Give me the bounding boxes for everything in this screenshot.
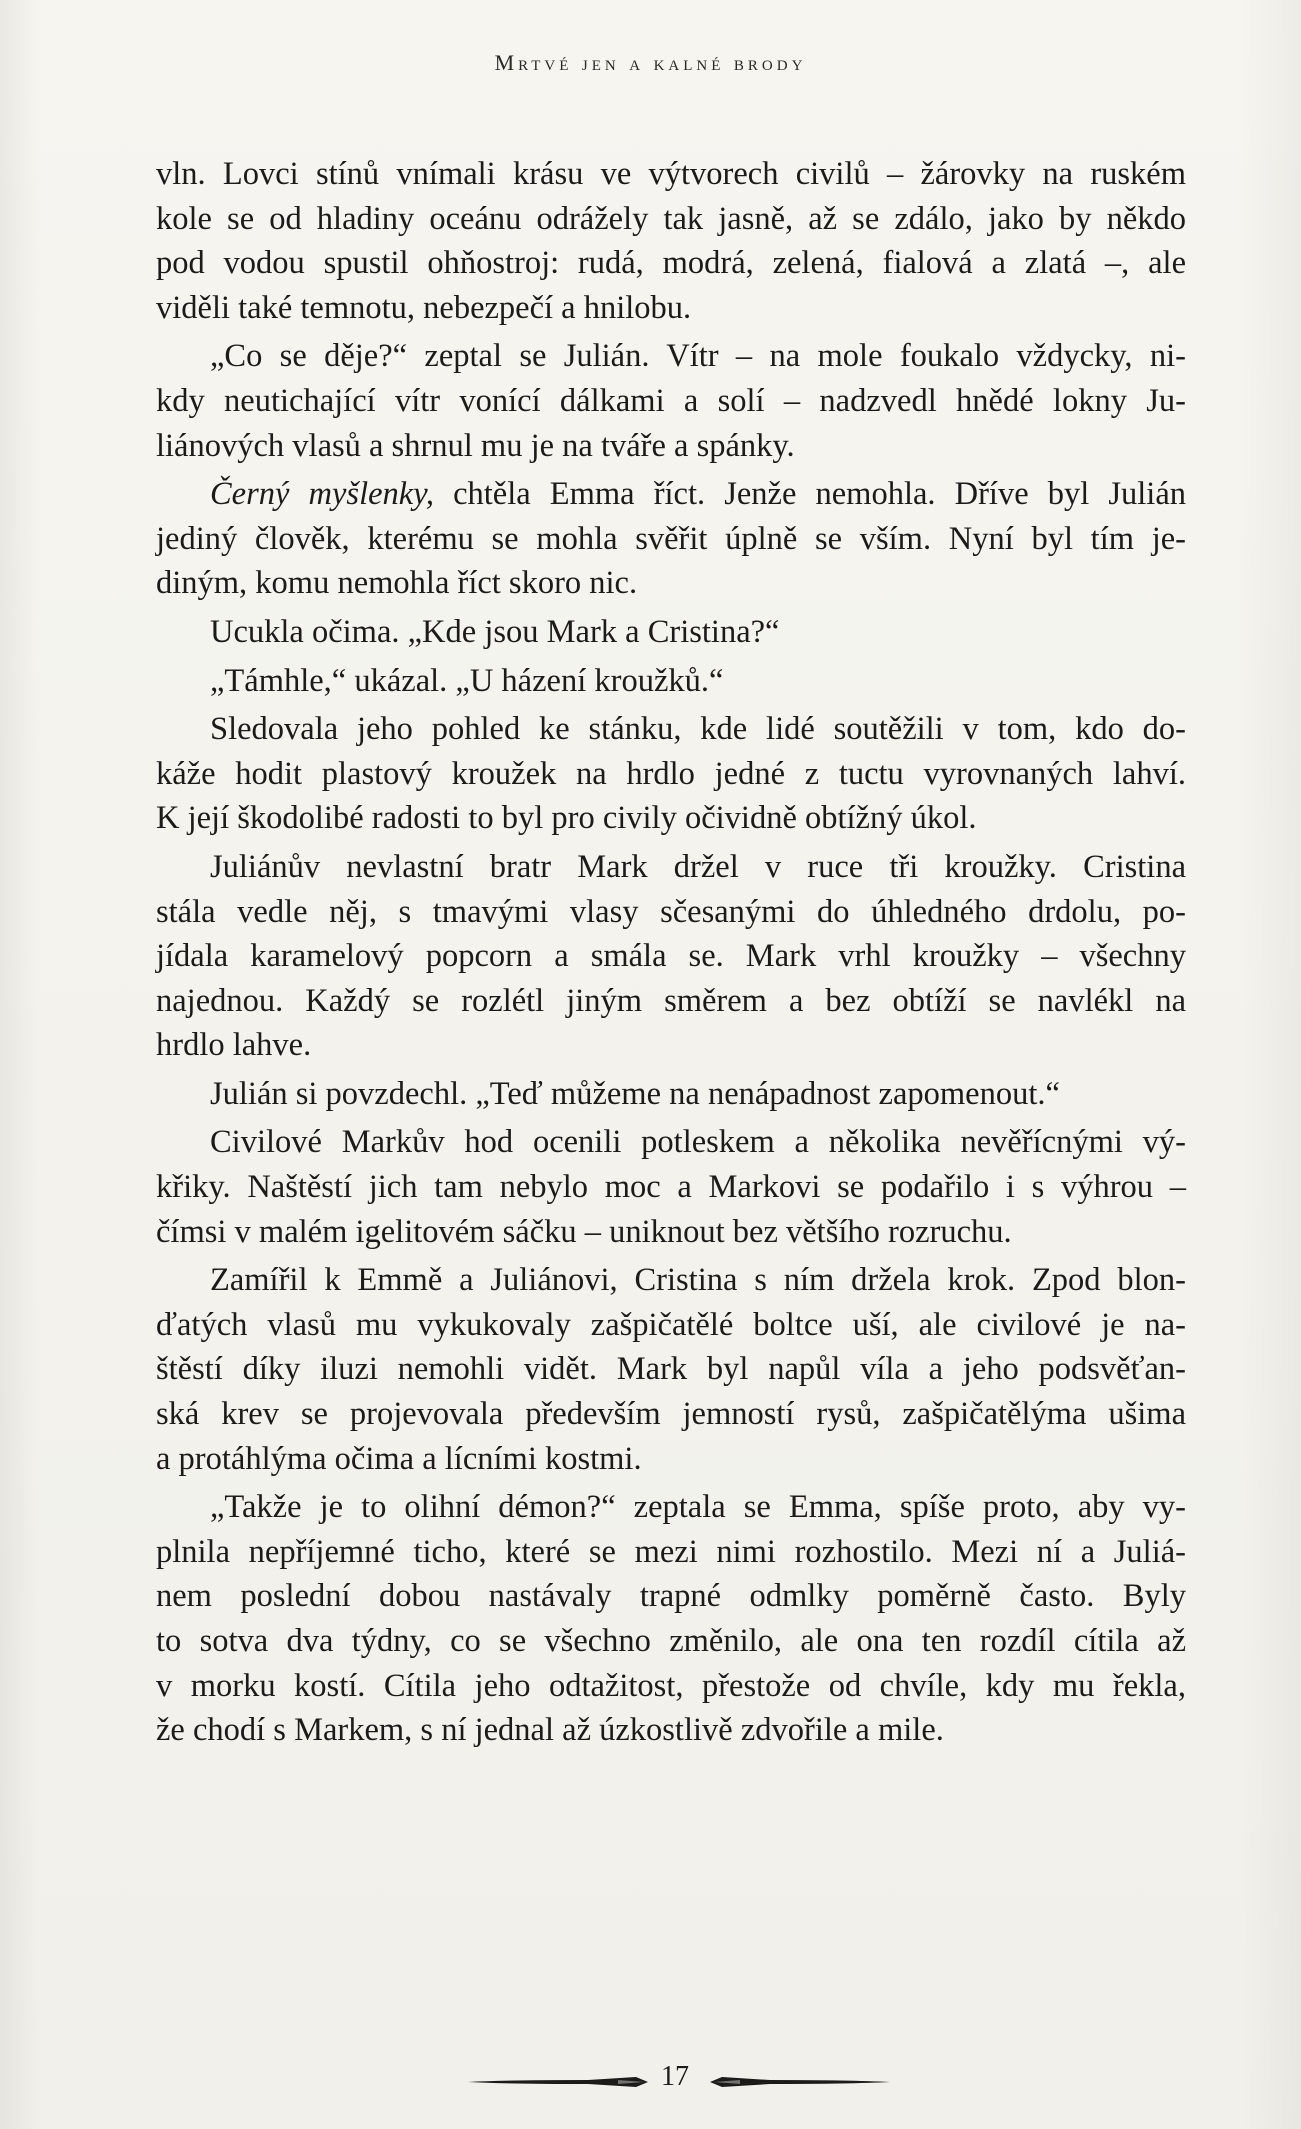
text-line: „Támhle,“ ukázal. „U házení kroužků.“ xyxy=(210,662,724,699)
text-line: stála vedle něj, s tmavými vlasy sčesanými do úhledného drdolu, po- xyxy=(156,893,1186,930)
page-footer xyxy=(0,2061,1301,2101)
paragraph xyxy=(156,1072,1186,1117)
italic-phrase: Černý myšlenky, xyxy=(210,476,434,513)
text-line: hrdlo lahve. xyxy=(156,1027,312,1064)
paragraph xyxy=(156,334,1186,468)
text-line: to sotva dva týdny, co se všechno změnilo, ale ona ten rozdíl cítila až xyxy=(156,1623,1186,1659)
text-line: Julián si povzdechl. „Teď můžeme na nenápadnost zapomenout.“ xyxy=(210,1075,1060,1112)
ornament-left-icon xyxy=(468,2075,648,2089)
text-line: Zamířil k Emmě a Juliánovi, Cristina s ním držela krok. Zpod blon- xyxy=(210,1262,1186,1299)
text-line: křiky. Naštěstí jich tam nebylo moc a Markovi se podařilo i s výhrou – xyxy=(156,1169,1186,1206)
text-line: jediný člověk, kterému se mohla svěřit úplně se vším. Nyní byl tím je- xyxy=(156,520,1186,557)
paragraph xyxy=(156,845,1186,1068)
paragraph xyxy=(156,152,1186,330)
text-line: vln. Lovci stínů vnímali krásu ve výtvorech civilů – žárovky na ruském xyxy=(156,156,1186,192)
paragraph xyxy=(156,1258,1186,1481)
text-line: „Takže je to olihní démon?“ zeptala se Emma, spíše proto, aby vy- xyxy=(210,1489,1186,1526)
text-line: Sledovala jeho pohled ke stánku, kde lidé soutěžili v tom, kdo do- xyxy=(210,711,1186,748)
text-line: nem poslední dobou nastávaly trapné odmlky poměrně často. Byly xyxy=(156,1578,1186,1615)
text-line: Černý myšlenky, chtěla Emma říct. Jenže nemohla. Dříve byl Julián xyxy=(210,476,1187,513)
text-line: v morku kostí. Cítila jeho odtažitost, přestože od chvíle, kdy mu řekla, xyxy=(156,1667,1186,1704)
text-line: ská krev se projevovala především jemností rysů, zašpičatělýma ušima xyxy=(156,1396,1186,1433)
paragraph xyxy=(156,1485,1186,1753)
text-line: Civilové Markův hod ocenili potleskem a několika nevěřícnými vý- xyxy=(210,1124,1186,1161)
text-line: že chodí s Markem, s ní jednal až úzkostlivě zdvořile a mile. xyxy=(156,1712,944,1749)
text-line: Juliánův nevlastní bratr Mark držel v ruce tři kroužky. Cristina xyxy=(210,848,1186,885)
paragraph xyxy=(156,610,1186,655)
text-line: diným, komu nemohla říct skoro nic. xyxy=(156,565,638,602)
body-text xyxy=(156,152,1186,1753)
text-line: ďatých vlasů mu vykukovaly zašpičatělé boltce uší, ale civilové je na- xyxy=(156,1306,1186,1343)
text-line: Ucukla očima. „Kde jsou Mark a Cristina?“ xyxy=(210,613,780,650)
text-line: pod vodou spustil ohňostroj: rudá, modrá, zelená, fialová a zlatá –, ale xyxy=(156,245,1186,282)
text-line: kole se od hladiny oceánu odrážely tak jasně, až se zdálo, jako by někdo xyxy=(156,200,1186,237)
text-line: káže hodit plastový kroužek na hrdlo jedné z tuctu vyrovnaných lahví. xyxy=(156,755,1186,792)
text-line: K její škodolibé radosti to byl pro civily očividně obtížný úkol. xyxy=(156,800,977,837)
ornament-right-icon xyxy=(710,2075,890,2089)
paragraph xyxy=(156,472,1186,606)
text-line: čímsi v malém igelitovém sáčku – uniknout bez většího rozruchu. xyxy=(156,1213,1012,1250)
page-number: 17 xyxy=(661,2061,689,2092)
text-line: kdy neutichající vítr vonící dálkami a solí – nadzvedl hnědé lokny Ju- xyxy=(156,382,1186,419)
text-line: štěstí díky iluzi nemohli vidět. Mark byl napůl víla a jeho podsvěťan- xyxy=(156,1351,1186,1388)
running-head: Mrtvé jen a kalné brody xyxy=(494,50,807,75)
text-line: a protáhlýma očima a lícními kostmi. xyxy=(156,1440,642,1477)
paragraph xyxy=(156,659,1186,704)
text-line: „Co se děje?“ zeptal se Julián. Vítr – na mole foukalo vždycky, ni- xyxy=(210,338,1186,375)
text-line: liánových vlasů a shrnul mu je na tváře a spánky. xyxy=(156,427,795,464)
text-line: viděli také temnotu, nebezpečí a hnilobu. xyxy=(156,289,692,326)
text-line: najednou. Každý se rozlétl jiným směrem a bez obtíží se navlékl na xyxy=(156,982,1186,1019)
text-line: jídala karamelový popcorn a smála se. Mark vrhl kroužky – všechny xyxy=(156,938,1186,975)
paragraph xyxy=(156,707,1186,841)
text-line: plnila nepříjemné ticho, které se mezi nimi rozhostilo. Mezi ní a Juliá- xyxy=(156,1533,1186,1570)
paragraph xyxy=(156,1120,1186,1254)
